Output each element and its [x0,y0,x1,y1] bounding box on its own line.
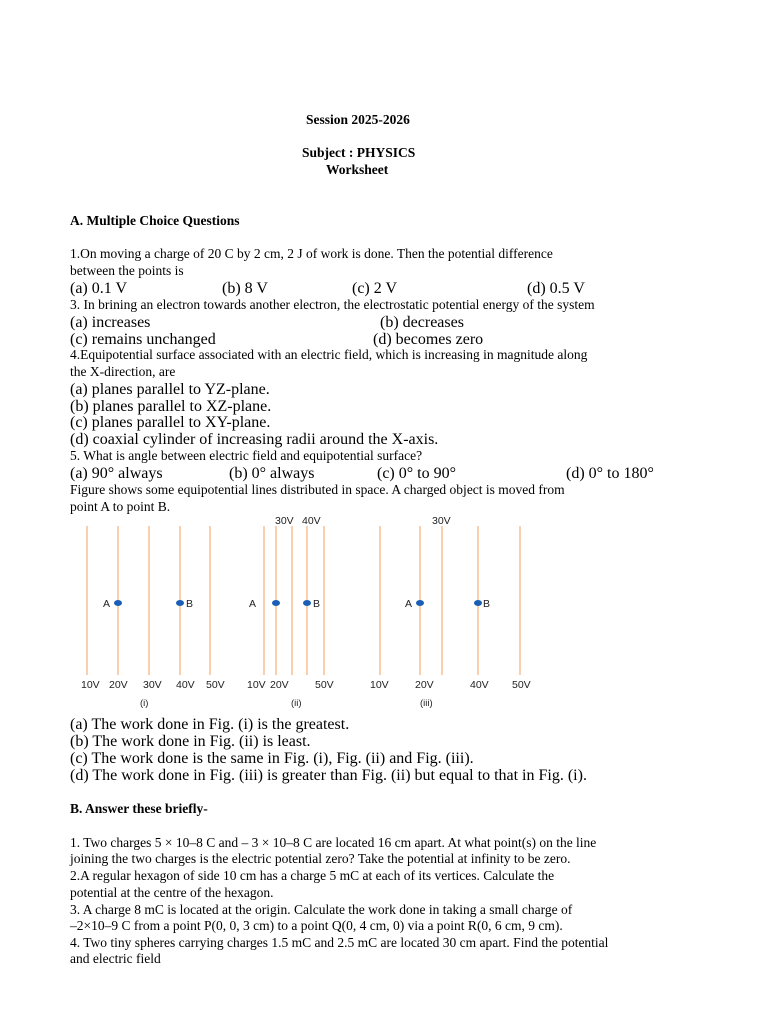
fig3-label-30v: 30V [432,515,451,527]
q3-option-c: (c) remains unchanged [70,331,216,348]
b-line-5: 3. A charge 8 mC is located at the origin. Calculate the work done in taking a small charge of [70,902,573,917]
b-line-8: and electric field [70,951,161,966]
q1-option-c: (c) 2 V [352,280,398,297]
q6-line2: point A to point B. [70,499,171,514]
fig2-caption: (ii) [291,698,302,709]
fig2-point-b-label: B [313,598,321,610]
equipotential-figure [70,510,570,715]
q6-option-d: (d) The work done in Fig. (iii) is greater than Fig. (ii) but equal to that in Fig. (i). [70,767,587,784]
fig3-point-b [474,600,482,606]
q1-line1: 1.On moving a charge of 20 C by 2 cm, 2 J of work is done. Then the potential difference [70,246,553,261]
q4-line2: the X-direction, are [70,364,176,379]
fig2-label-20v: 20V [270,679,289,691]
fig2-label-50v: 50V [315,679,334,691]
fig3-label-50v: 50V [512,679,531,691]
fig1-point-b [176,600,184,606]
q4-option-b: (b) planes parallel to XZ-plane. [70,398,272,415]
fig1-point-b-label: B [186,598,194,610]
fig1-label-50v: 50V [206,679,225,691]
fig3-label-20v: 20V [415,679,434,691]
q5-line1: 5. What is angle between electric field and equipotential surface? [70,448,423,463]
fig1-label-30v: 30V [143,679,162,691]
worksheet-heading: Worksheet [326,162,389,177]
b-line-7: 4. Two tiny spheres carrying charges 1.5 mC and 2.5 mC are located 30 cm apart. Find the potential [70,935,609,950]
fig1-label-10v: 10V [81,679,100,691]
q3-option-a: (a) increases [70,314,151,331]
equipotential-svg [70,510,570,715]
fig1-point-a [114,600,122,606]
q1-option-b: (b) 8 V [222,280,268,297]
q3-option-d: (d) becomes zero [373,331,484,348]
fig3-caption: (iii) [420,698,433,709]
q6-option-a: (a) The work done in Fig. (i) is the greatest. [70,716,350,733]
fig1-label-40v: 40V [176,679,195,691]
fig3-lines [380,526,520,675]
q6-line1: Figure shows some equipotential lines distributed in space. A charged object is moved from [70,482,565,497]
fig2-label-30v: 30V [275,515,294,527]
b-line-2: joining the two charges is the electric potential zero? Take the potential at infinity to be zero. [70,851,571,866]
q5-option-b: (b) 0° always [229,465,315,482]
b-line-1: 1. Two charges 5 × 10–8 C and – 3 × 10–8 C are located 16 cm apart. At what point(s) on the line [70,835,597,850]
q5-option-a: (a) 90° always [70,465,163,482]
q4-option-d: (d) coaxial cylinder of increasing radii around the X-axis. [70,431,439,448]
q3-option-b: (b) decreases [380,314,464,331]
b-line-4: potential at the centre of the hexagon. [70,885,274,900]
q4-option-c: (c) planes parallel to XY-plane. [70,414,271,431]
q1-line2: between the points is [70,263,184,278]
fig1-caption: (i) [140,698,149,709]
b-line-3: 2.A regular hexagon of side 10 cm has a charge 5 mC at each of its vertices. Calculate the [70,868,555,883]
q6-option-b: (b) The work done in Fig. (ii) is least. [70,733,311,750]
fig1-point-a-label: A [103,598,111,610]
b-line-6: –2×10–9 C from a point P(0, 0, 3 cm) to a point Q(0, 4 cm, 0) via a point R(0, 6 cm, 9 cm). [70,918,563,933]
fig3-point-a [416,600,424,606]
fig3-label-40v: 40V [470,679,489,691]
q1-option-a: (a) 0.1 V [70,280,128,297]
section-a-title: A. Multiple Choice Questions [70,213,240,228]
fig2-point-a [272,600,280,606]
session-heading: Session 2025-2026 [306,112,410,127]
fig3-point-b-label: B [483,598,491,610]
fig2-point-a-label: A [249,598,257,610]
fig2-point-b [303,600,311,606]
fig3-label-10v: 10V [370,679,389,691]
fig2-label-10v: 10V [247,679,266,691]
q1-option-d: (d) 0.5 V [527,280,585,297]
q4-line1: 4.Equipotential surface associated with an electric field, which is increasing in magnitude along [70,347,588,362]
fig3-point-a-label: A [405,598,413,610]
q5-option-d: (d) 0° to 180° [566,465,654,482]
q3-line1: 3. In brining an electron towards another electron, the electrostatic potential energy of the system [70,297,595,312]
subject-heading: Subject : PHYSICS [302,145,416,160]
q6-option-c: (c) The work done is the same in Fig. (i), Fig. (ii) and Fig. (iii). [70,750,474,767]
fig1-label-20v: 20V [109,679,128,691]
fig2-label-40v: 40V [302,515,321,527]
q5-option-c: (c) 0° to 90° [377,465,456,482]
q4-option-a: (a) planes parallel to YZ-plane. [70,381,270,398]
section-b-title: B. Answer these briefly- [70,801,208,816]
